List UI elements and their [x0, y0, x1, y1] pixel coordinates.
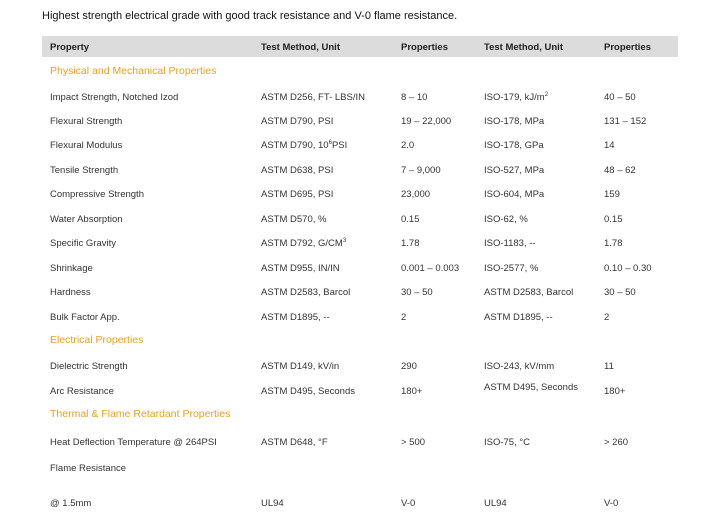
row-value-1: 7 – 9,000: [401, 165, 441, 176]
section-electrical: Electrical Properties: [50, 334, 144, 346]
row-method-1: ASTM D955, IN/IN: [261, 263, 340, 274]
row-property: Arc Resistance: [50, 386, 114, 397]
row-property: Heat Deflection Temperature @ 264PSI: [50, 437, 217, 448]
row-method-1: ASTM D2583, Barcol: [261, 287, 351, 298]
row-property: Hardness: [50, 287, 91, 298]
row-method-2: ISO-1183, --: [484, 238, 536, 249]
row-property: Impact Strength, Notched Izod: [50, 92, 179, 103]
row-method-1: [261, 140, 347, 151]
row-value-1: 290: [401, 361, 417, 372]
table-row: [42, 116, 678, 130]
row-property: Flexural Modulus: [50, 140, 123, 151]
method-text: ASTM D792, G/CM: [261, 238, 343, 249]
row-property: Dielectric Strength: [50, 361, 128, 372]
row-method-2: ISO-178, MPa: [484, 116, 545, 127]
row-property: Specific Gravity: [50, 238, 116, 249]
row-method-1: ASTM D1895, --: [261, 312, 330, 323]
row-value-1: V-0: [401, 498, 416, 509]
method-text: ISO-179, kJ/m: [484, 92, 545, 103]
header-property: Property: [50, 42, 90, 53]
table-row: [42, 214, 678, 228]
row-method-1: ASTM D570, %: [261, 214, 327, 225]
row-property: Flexural Strength: [50, 116, 123, 127]
table-row: [42, 463, 678, 477]
row-method-2: ISO-527, MPa: [484, 165, 545, 176]
table-row: [42, 361, 678, 375]
row-value-1: 2.0: [401, 140, 415, 151]
row-method-1: ASTM D790, PSI: [261, 116, 334, 127]
row-method-1: UL94: [261, 498, 284, 509]
row-value-2: 180+: [604, 386, 626, 397]
table-row: [42, 498, 678, 512]
row-property: Compressive Strength: [50, 189, 144, 200]
row-method-1: ASTM D638, PSI: [261, 165, 334, 176]
section-physical: Physical and Mechanical Properties: [50, 65, 217, 77]
row-value-2: 14: [604, 140, 615, 151]
row-value-1: 180+: [401, 386, 423, 397]
table-row: [42, 263, 678, 277]
row-value-1: > 500: [401, 437, 426, 448]
row-value-2: 2: [604, 312, 610, 323]
section-thermal: Thermal & Flame Retardant Properties: [50, 408, 231, 420]
row-value-2: 40 – 50: [604, 92, 636, 103]
table-row: [42, 312, 678, 326]
superscript: 2: [544, 91, 549, 98]
superscript: 3: [342, 237, 347, 244]
row-method-1: ASTM D256, FT- LBS/IN: [261, 92, 365, 103]
table-row: [42, 382, 678, 396]
properties-table: [42, 36, 678, 509]
superscript: 6: [328, 139, 332, 146]
table-header: [42, 36, 678, 57]
row-method-1: ASTM D149, kV/in: [261, 361, 340, 372]
row-method-2: UL94: [484, 498, 507, 509]
row-method-2: ASTM D495, Seconds: [484, 382, 578, 393]
method-text: ASTM D790, 10: [261, 140, 329, 151]
row-method-1: ASTM D495, Seconds: [261, 386, 355, 397]
table-row: [42, 165, 678, 179]
row-value-2: 159: [604, 189, 620, 200]
row-value-2: 1.78: [604, 238, 623, 249]
row-method-2: [484, 92, 548, 103]
table-row: [42, 189, 678, 203]
row-value-1: 8 – 10: [401, 92, 428, 103]
header-properties-2: Properties: [604, 42, 651, 53]
row-value-2: 131 – 152: [604, 116, 647, 127]
row-property: Bulk Factor App.: [50, 312, 120, 323]
row-value-1: 1.78: [401, 238, 420, 249]
row-method-1: ASTM D695, PSI: [261, 189, 334, 200]
table-row: [42, 287, 678, 301]
row-method-1: ASTM D648, °F: [261, 437, 328, 448]
row-value-1: 0.15: [401, 214, 420, 225]
table-row: [42, 238, 678, 252]
row-value-2: 48 – 62: [604, 165, 636, 176]
header-properties-1: Properties: [401, 42, 448, 53]
row-method-2: ISO-178, GPa: [484, 140, 544, 151]
row-value-2: 30 – 50: [604, 287, 636, 298]
row-method-2: ASTM D2583, Barcol: [484, 287, 574, 298]
header-test-method-2: Test Method, Unit: [484, 42, 563, 53]
row-property: Tensile Strength: [50, 165, 119, 176]
row-value-1: 2: [401, 312, 407, 323]
row-method-2: ASTM D1895, --: [484, 312, 553, 323]
row-method-2: ISO-2577, %: [484, 263, 539, 274]
row-method-2: ISO-604, MPa: [484, 189, 545, 200]
row-value-1: 19 – 22,000: [401, 116, 452, 127]
header-test-method-1: Test Method, Unit: [261, 42, 340, 53]
row-value-2: 0.10 – 0.30: [604, 263, 652, 274]
intro-text: Highest strength electrical grade with good track resistance and V-0 flame resistance.: [42, 10, 458, 22]
row-property: Shrinkage: [50, 263, 93, 274]
row-property: Water Absorption: [50, 214, 123, 225]
table-row: [42, 92, 678, 106]
row-value-2: 0.15: [604, 214, 623, 225]
row-method-2: ISO-243, kV/mm: [484, 361, 555, 372]
row-value-1: 0.001 – 0.003: [401, 263, 460, 274]
row-value-1: 23,000: [401, 189, 431, 200]
row-method-1: [261, 238, 346, 249]
row-value-2: > 260: [604, 437, 629, 448]
row-value-2: 11: [604, 361, 614, 372]
table-row: [42, 140, 678, 154]
row-value-2: V-0: [604, 498, 619, 509]
row-value-1: 30 – 50: [401, 287, 433, 298]
row-property: Flame Resistance: [50, 463, 127, 474]
row-property: @ 1.5mm: [50, 498, 92, 509]
row-method-2: ISO-62, %: [484, 214, 528, 225]
table-row: [42, 437, 678, 451]
row-method-2: ISO-75, °C: [484, 437, 531, 448]
method-tail: PSI: [331, 140, 348, 151]
